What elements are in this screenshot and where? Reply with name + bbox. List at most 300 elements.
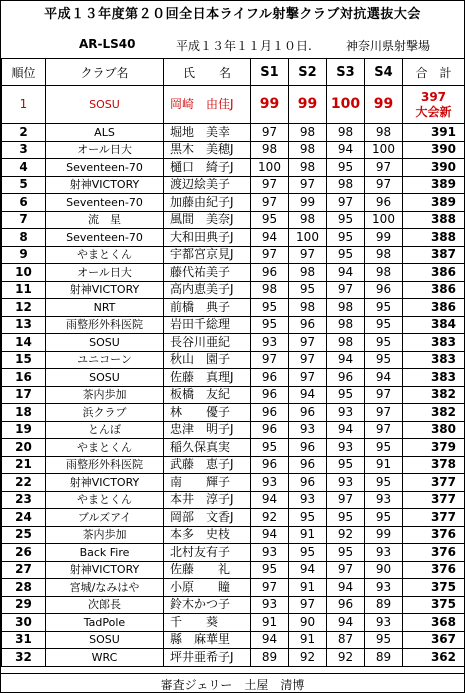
name-cell: 本多 史枝: [164, 526, 251, 544]
s1-cell: 97: [251, 194, 289, 212]
club-cell: Seventeen-70: [46, 194, 164, 212]
s3-cell: 94: [327, 264, 365, 282]
s3-cell: 97: [327, 561, 365, 579]
s3-cell: 97: [327, 194, 365, 212]
name-cell: 忠津 明子J: [164, 421, 251, 439]
total-cell: 386: [403, 264, 465, 282]
name-cell: 坪井亜希子J: [164, 649, 251, 667]
s4-cell: 99: [365, 86, 403, 124]
total-cell: 384: [403, 316, 465, 334]
total-cell: 368: [403, 614, 465, 632]
rank-cell: 4: [2, 159, 46, 177]
s4-cell: 99: [365, 526, 403, 544]
club-cell: やまとくん: [46, 491, 164, 509]
total-cell: 362: [403, 649, 465, 667]
table-row: [2, 229, 465, 247]
event-code: AR-LS40: [79, 37, 136, 51]
table-row: [2, 404, 465, 422]
s2-cell: 90: [289, 614, 327, 632]
table-row: [2, 141, 465, 159]
total-cell: 367: [403, 631, 465, 649]
table-row: [2, 509, 465, 527]
total-cell: 391: [403, 124, 465, 142]
total-cell: 389: [403, 176, 465, 194]
total-cell: 388: [403, 229, 465, 247]
club-cell: オール日大: [46, 141, 164, 159]
table-row: [2, 386, 465, 404]
club-cell: 射神VICTORY: [46, 281, 164, 299]
rank-cell: 13: [2, 316, 46, 334]
s3-cell: 97: [327, 491, 365, 509]
name-cell: 武藤 恵子J: [164, 456, 251, 474]
s4-cell: 97: [365, 159, 403, 177]
s3-cell: 98: [327, 124, 365, 142]
club-cell: SOSU: [46, 369, 164, 387]
total-cell: 387: [403, 246, 465, 264]
club-cell: WRC: [46, 649, 164, 667]
total-cell: 382: [403, 386, 465, 404]
s3-cell: 94: [327, 579, 365, 597]
club-cell: ユニコーン: [46, 351, 164, 369]
s4-cell: 95: [365, 316, 403, 334]
s1-cell: 97: [251, 176, 289, 194]
s1-cell: 97: [251, 351, 289, 369]
total-value: 397: [420, 89, 447, 104]
s3-cell: 98: [327, 176, 365, 194]
s3-cell: 93: [327, 439, 365, 457]
name-cell: 藤代祐美子: [164, 264, 251, 282]
table-row: [2, 631, 465, 649]
s1-cell: 89: [251, 649, 289, 667]
rank-cell: 2: [2, 124, 46, 142]
jury-footer: 審査ジェリー 土屋 清博: [1, 673, 464, 693]
event-venue: 神奈川県射撃場: [346, 39, 431, 53]
s4-cell: 97: [365, 386, 403, 404]
s4-cell: 95: [365, 509, 403, 527]
col-header-rank: 順位: [2, 59, 46, 86]
s4-cell: 93: [365, 579, 403, 597]
s1-cell: 93: [251, 544, 289, 562]
s4-cell: 90: [365, 561, 403, 579]
s4-cell: 93: [365, 491, 403, 509]
total-cell: 382: [403, 404, 465, 422]
name-cell: 黒木 美穂J: [164, 141, 251, 159]
s3-cell: 95: [327, 544, 365, 562]
s2-cell: 93: [289, 491, 327, 509]
s2-cell: 96: [289, 474, 327, 492]
table-row: [2, 176, 465, 194]
s4-cell: 100: [365, 211, 403, 229]
col-header-s4: S4: [365, 59, 403, 86]
event-date: 平成１３年１１月１０日.: [176, 39, 312, 53]
s4-cell: 98: [365, 124, 403, 142]
table-row: [2, 526, 465, 544]
s3-cell: 92: [327, 526, 365, 544]
table-row: [2, 369, 465, 387]
s2-cell: 98: [289, 299, 327, 317]
rank-cell: 25: [2, 526, 46, 544]
total-cell: 377: [403, 474, 465, 492]
s2-cell: 97: [289, 596, 327, 614]
table-row: [2, 159, 465, 177]
s3-cell: 97: [327, 281, 365, 299]
club-cell: とんぼ: [46, 421, 164, 439]
rank-cell: 26: [2, 544, 46, 562]
rank-cell: 29: [2, 596, 46, 614]
club-cell: 射神VICTORY: [46, 176, 164, 194]
s1-cell: 96: [251, 421, 289, 439]
s2-cell: 99: [289, 86, 327, 124]
rank-cell: 22: [2, 474, 46, 492]
col-header-name: 氏 名: [164, 59, 251, 86]
total-cell: 378: [403, 456, 465, 474]
s2-cell: 95: [289, 544, 327, 562]
s2-cell: 98: [289, 264, 327, 282]
col-header-s2: S2: [289, 59, 327, 86]
table-row: [2, 491, 465, 509]
s4-cell: 93: [365, 614, 403, 632]
name-cell: 林 優子: [164, 404, 251, 422]
rank-cell: 8: [2, 229, 46, 247]
s3-cell: 87: [327, 631, 365, 649]
s3-cell: 94: [327, 421, 365, 439]
name-cell: 加藤由紀子J: [164, 194, 251, 212]
table-row: [2, 334, 465, 352]
table-row: [2, 316, 465, 334]
total-cell: 390: [403, 159, 465, 177]
total-cell: 380: [403, 421, 465, 439]
total-cell: 386: [403, 281, 465, 299]
club-cell: ALS: [46, 124, 164, 142]
s4-cell: 93: [365, 544, 403, 562]
total-cell: 376: [403, 526, 465, 544]
table-row: [2, 421, 465, 439]
s1-cell: 93: [251, 334, 289, 352]
rank-cell: 6: [2, 194, 46, 212]
s1-cell: 96: [251, 404, 289, 422]
table-row: [2, 649, 465, 667]
s3-cell: 96: [327, 369, 365, 387]
club-cell: 射神VICTORY: [46, 474, 164, 492]
s2-cell: 97: [289, 351, 327, 369]
s4-cell: 95: [365, 334, 403, 352]
table-row: [2, 474, 465, 492]
table-row: [2, 439, 465, 457]
table-row: [2, 579, 465, 597]
name-cell: 岩田千総理: [164, 316, 251, 334]
s3-cell: 92: [327, 649, 365, 667]
club-cell: やまとくん: [46, 246, 164, 264]
name-cell: 板橋 友紀: [164, 386, 251, 404]
club-cell: TadPole: [46, 614, 164, 632]
rank-cell: 14: [2, 334, 46, 352]
club-cell: オール日大: [46, 264, 164, 282]
s2-cell: 95: [289, 509, 327, 527]
s3-cell: 95: [327, 229, 365, 247]
page-title: 平成１３年度第２０回全日本ライフル射撃クラブ対抗選抜大会: [44, 7, 421, 22]
s4-cell: 91: [365, 456, 403, 474]
s3-cell: 95: [327, 386, 365, 404]
s1-cell: 96: [251, 456, 289, 474]
s3-cell: 96: [327, 596, 365, 614]
name-cell: 岡部 文香J: [164, 509, 251, 527]
club-cell: NRT: [46, 299, 164, 317]
winner-row: [2, 86, 465, 124]
name-cell: 縣 麻華里: [164, 631, 251, 649]
s1-cell: 95: [251, 316, 289, 334]
total-cell: 376: [403, 544, 465, 562]
club-cell: Back Fire: [46, 544, 164, 562]
s1-cell: 100: [251, 159, 289, 177]
s4-cell: 95: [365, 351, 403, 369]
s4-cell: 94: [365, 369, 403, 387]
club-cell: Seventeen-70: [46, 159, 164, 177]
s1-cell: 96: [251, 264, 289, 282]
club-cell: ブルズアイ: [46, 509, 164, 527]
s1-cell: 94: [251, 631, 289, 649]
s1-cell: 95: [251, 439, 289, 457]
s2-cell: 100: [289, 229, 327, 247]
s3-cell: 95: [327, 159, 365, 177]
rank-cell: 18: [2, 404, 46, 422]
table-row: [2, 124, 465, 142]
s2-cell: 97: [289, 334, 327, 352]
rank-cell: 21: [2, 456, 46, 474]
s1-cell: 97: [251, 246, 289, 264]
s4-cell: 100: [365, 141, 403, 159]
s4-cell: 98: [365, 264, 403, 282]
rank-cell: 28: [2, 579, 46, 597]
s2-cell: 96: [289, 316, 327, 334]
s3-cell: 94: [327, 141, 365, 159]
s2-cell: 91: [289, 579, 327, 597]
name-cell: 宇都宮京見J: [164, 246, 251, 264]
s4-cell: 98: [365, 246, 403, 264]
name-cell: 鈴木かつ子: [164, 596, 251, 614]
s1-cell: 97: [251, 124, 289, 142]
rank-cell: 9: [2, 246, 46, 264]
total-cell: 375: [403, 579, 465, 597]
s4-cell: 96: [365, 281, 403, 299]
name-cell: 秋山 園子: [164, 351, 251, 369]
rank-cell: 3: [2, 141, 46, 159]
s3-cell: 98: [327, 299, 365, 317]
s1-cell: 99: [251, 86, 289, 124]
name-cell: 渡辺絵美子: [164, 176, 251, 194]
s1-cell: 95: [251, 299, 289, 317]
s1-cell: 94: [251, 526, 289, 544]
col-header-s3: S3: [327, 59, 365, 86]
rank-cell: 19: [2, 421, 46, 439]
total-cell: 386: [403, 299, 465, 317]
s3-cell: 94: [327, 614, 365, 632]
total-cell: 379: [403, 439, 465, 457]
rank-cell: 30: [2, 614, 46, 632]
s1-cell: 93: [251, 596, 289, 614]
table-row: [2, 264, 465, 282]
rank-cell: 23: [2, 491, 46, 509]
total-cell: 383: [403, 351, 465, 369]
col-header-s1: S1: [251, 59, 289, 86]
record-note: 大会新: [415, 104, 452, 119]
rank-cell: 10: [2, 264, 46, 282]
s2-cell: 98: [289, 211, 327, 229]
name-cell: 堀地 美幸: [164, 124, 251, 142]
s4-cell: 99: [365, 229, 403, 247]
name-cell: 樋口 綺子J: [164, 159, 251, 177]
table-row: [2, 614, 465, 632]
table-row: [2, 351, 465, 369]
table-row: [2, 281, 465, 299]
rank-cell: 32: [2, 649, 46, 667]
s3-cell: 94: [327, 351, 365, 369]
table-row: [2, 211, 465, 229]
name-cell: 稲久保真実: [164, 439, 251, 457]
s1-cell: 95: [251, 211, 289, 229]
s2-cell: 94: [289, 386, 327, 404]
s3-cell: 95: [327, 211, 365, 229]
s2-cell: 91: [289, 631, 327, 649]
club-cell: 射神VICTORY: [46, 561, 164, 579]
s2-cell: 97: [289, 246, 327, 264]
name-cell: 大和田典子J: [164, 229, 251, 247]
club-cell: SOSU: [46, 631, 164, 649]
name-cell: 南 輝子: [164, 474, 251, 492]
rank-cell: 12: [2, 299, 46, 317]
total-cell: 383: [403, 334, 465, 352]
s1-cell: 96: [251, 369, 289, 387]
s2-cell: 94: [289, 561, 327, 579]
name-cell: 小原 瞳: [164, 579, 251, 597]
col-header-club: クラブ名: [46, 59, 164, 86]
s3-cell: 100: [327, 86, 365, 124]
s1-cell: 94: [251, 229, 289, 247]
s2-cell: 97: [289, 369, 327, 387]
rank-cell: 31: [2, 631, 46, 649]
s1-cell: 92: [251, 509, 289, 527]
club-cell: SOSU: [46, 86, 164, 124]
s3-cell: 98: [327, 316, 365, 334]
s2-cell: 98: [289, 141, 327, 159]
name-cell: 長谷川亜紀: [164, 334, 251, 352]
name-cell: 前橋 典子: [164, 299, 251, 317]
table-row: [2, 561, 465, 579]
total-cell: [403, 86, 465, 124]
s4-cell: 95: [365, 474, 403, 492]
club-cell: 次郎長: [46, 596, 164, 614]
rank-cell: 15: [2, 351, 46, 369]
club-cell: 流 星: [46, 211, 164, 229]
s1-cell: 94: [251, 491, 289, 509]
name-cell: 岡崎 由佳J: [164, 86, 251, 124]
club-cell: やまとくん: [46, 439, 164, 457]
rank-cell: 20: [2, 439, 46, 457]
s1-cell: 93: [251, 474, 289, 492]
s2-cell: 92: [289, 649, 327, 667]
rank-cell: 27: [2, 561, 46, 579]
s3-cell: 98: [327, 334, 365, 352]
s1-cell: 95: [251, 561, 289, 579]
s2-cell: 98: [289, 124, 327, 142]
club-cell: 茶内歩加: [46, 526, 164, 544]
s2-cell: 91: [289, 526, 327, 544]
s2-cell: 99: [289, 194, 327, 212]
s2-cell: 93: [289, 421, 327, 439]
s1-cell: 98: [251, 141, 289, 159]
total-cell: 388: [403, 211, 465, 229]
s3-cell: 93: [327, 474, 365, 492]
club-cell: 雨整形外科医院: [46, 456, 164, 474]
s3-cell: 95: [327, 509, 365, 527]
s2-cell: 95: [289, 281, 327, 299]
s4-cell: 95: [365, 439, 403, 457]
total-cell: 377: [403, 491, 465, 509]
club-cell: SOSU: [46, 334, 164, 352]
results-table: [1, 58, 465, 667]
s1-cell: 97: [251, 579, 289, 597]
club-cell: 宮城/なみはや: [46, 579, 164, 597]
total-cell: 383: [403, 369, 465, 387]
s1-cell: 96: [251, 386, 289, 404]
s4-cell: 97: [365, 404, 403, 422]
s4-cell: 95: [365, 299, 403, 317]
s2-cell: 98: [289, 159, 327, 177]
s1-cell: 98: [251, 281, 289, 299]
rank-cell: 5: [2, 176, 46, 194]
s2-cell: 96: [289, 404, 327, 422]
rank-cell: 1: [2, 86, 46, 124]
header-row: [2, 59, 465, 86]
club-cell: 浜クラブ: [46, 404, 164, 422]
s4-cell: 96: [365, 194, 403, 212]
name-cell: 佐藤 真理J: [164, 369, 251, 387]
name-cell: 北村友有子: [164, 544, 251, 562]
s2-cell: 97: [289, 176, 327, 194]
total-cell: 376: [403, 561, 465, 579]
total-cell: 375: [403, 596, 465, 614]
rank-cell: 11: [2, 281, 46, 299]
rank-cell: 7: [2, 211, 46, 229]
name-cell: 風間 美奈J: [164, 211, 251, 229]
s1-cell: 91: [251, 614, 289, 632]
rank-cell: 24: [2, 509, 46, 527]
table-row: [2, 456, 465, 474]
s4-cell: 89: [365, 649, 403, 667]
name-cell: 高内恵美子J: [164, 281, 251, 299]
table-row: [2, 596, 465, 614]
total-cell: 389: [403, 194, 465, 212]
s4-cell: 97: [365, 421, 403, 439]
name-cell: 佐藤 礼: [164, 561, 251, 579]
club-cell: 雨整形外科医院: [46, 316, 164, 334]
rank-cell: 16: [2, 369, 46, 387]
s3-cell: 95: [327, 246, 365, 264]
s4-cell: 89: [365, 596, 403, 614]
s2-cell: 96: [289, 456, 327, 474]
s3-cell: 95: [327, 456, 365, 474]
table-row: [2, 299, 465, 317]
s3-cell: 93: [327, 404, 365, 422]
table-row: [2, 246, 465, 264]
col-header-total: 合 計: [403, 59, 465, 86]
club-cell: 茶内歩加: [46, 386, 164, 404]
table-row: [2, 194, 465, 212]
s4-cell: 95: [365, 631, 403, 649]
s2-cell: 96: [289, 439, 327, 457]
table-row: [2, 544, 465, 562]
s4-cell: 97: [365, 176, 403, 194]
club-cell: Seventeen-70: [46, 229, 164, 247]
